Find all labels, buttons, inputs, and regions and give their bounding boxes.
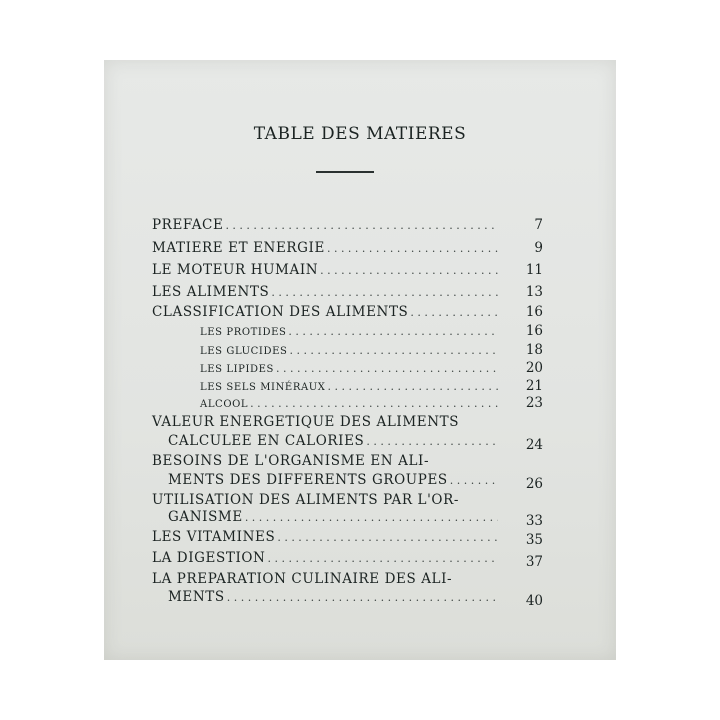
dot-leader [245, 509, 498, 525]
dot-leader [450, 472, 498, 488]
toc-page-number: 18 [525, 342, 543, 358]
toc-entry-label: PREFACE [152, 217, 224, 233]
toc-entry-label: GANISME [168, 509, 243, 525]
toc-entry-label: LES SELS MINÉRAUX [200, 382, 326, 393]
toc-entry-aliments[interactable] [152, 284, 500, 300]
dot-leader [320, 262, 498, 278]
toc-page-number: 21 [525, 378, 543, 394]
toc-entry-utilisation-line-1[interactable] [152, 492, 500, 508]
toc-subentry-glucides[interactable] [200, 344, 500, 357]
toc-entry-digestion[interactable] [152, 550, 500, 566]
toc-entry-preparation-line-2[interactable] [168, 589, 500, 605]
table-of-contents [104, 60, 616, 660]
toc-entry-utilisation-line-2[interactable] [168, 509, 500, 525]
toc-entry-label: CLASSIFICATION DES ALIMENTS [152, 304, 409, 320]
dot-leader [276, 362, 498, 375]
dot-leader [328, 380, 498, 393]
toc-entry-besoins-line-2[interactable] [168, 472, 500, 488]
toc-entry-matiere-energie[interactable] [152, 240, 500, 256]
toc-page-number: 40 [525, 593, 543, 609]
toc-page-number: 37 [525, 554, 543, 570]
toc-entry-label: LES PROTIDES [200, 327, 287, 338]
toc-page-number: 33 [525, 513, 543, 529]
toc-page-number: 26 [525, 476, 543, 492]
toc-page-number: 7 [534, 217, 543, 233]
toc-page-number: 16 [525, 304, 543, 320]
toc-entry-label: CALCULEE EN CALORIES [168, 433, 365, 449]
toc-entry-label: LES VITAMINES [152, 529, 276, 545]
toc-entry-preface[interactable] [152, 217, 500, 233]
toc-subentry-lipides[interactable] [200, 362, 500, 375]
dot-leader [225, 217, 498, 233]
dot-leader [250, 397, 498, 410]
toc-entry-valeur-energetique-line-2[interactable] [168, 433, 500, 449]
toc-entry-label: MENTS DES DIFFERENTS GROUPES [168, 472, 448, 488]
dot-leader [227, 589, 498, 605]
dot-leader [277, 529, 498, 545]
toc-entry-preparation-line-1[interactable] [152, 571, 500, 587]
page-title: TABLE DES MATIERES [253, 124, 467, 144]
toc-page-number: 24 [525, 437, 543, 453]
toc-entry-label: VALEUR ENERGETIQUE DES ALIMENTS [152, 414, 460, 430]
toc-entry-label: LA DIGESTION [152, 550, 266, 566]
toc-entry-label: LES LIPIDES [200, 364, 275, 375]
toc-entry-label: LE MOTEUR HUMAIN [152, 262, 319, 278]
toc-page-number: 16 [525, 323, 543, 339]
toc-page-number: 13 [525, 284, 543, 300]
toc-page-number: 11 [525, 262, 543, 278]
dot-leader [288, 325, 498, 338]
toc-entry-moteur-humain[interactable] [152, 262, 500, 278]
dot-leader [289, 344, 498, 357]
toc-subentry-protides[interactable] [200, 325, 500, 338]
toc-entry-vitamines[interactable] [152, 529, 500, 545]
toc-entry-valeur-energetique-line-1[interactable] [152, 414, 500, 430]
toc-page-number: 35 [525, 532, 543, 548]
dot-leader [410, 304, 498, 320]
toc-page-number: 20 [525, 360, 543, 376]
book-page [104, 60, 616, 660]
toc-entry-label: BESOINS DE L'ORGANISME EN ALI- [152, 453, 430, 469]
toc-subentry-alcool[interactable] [200, 397, 500, 410]
toc-page-number: 9 [534, 240, 543, 256]
toc-page-number: 23 [525, 395, 543, 411]
toc-entry-besoins-line-1[interactable] [152, 453, 500, 469]
toc-entry-label: ALCOOL [200, 399, 249, 410]
toc-entry-label: LES ALIMENTS [152, 284, 270, 300]
toc-subentry-sels-mineraux[interactable] [200, 380, 500, 393]
toc-entry-label: MATIERE ET ENERGIE [152, 240, 325, 256]
toc-entry-classification[interactable] [152, 304, 500, 320]
dot-leader [271, 284, 498, 300]
dot-leader [327, 240, 498, 256]
toc-entry-label: LES GLUCIDES [200, 346, 288, 357]
toc-entry-label: UTILISATION DES ALIMENTS PAR L'OR- [152, 492, 459, 508]
toc-entry-label: LA PREPARATION CULINAIRE DES ALI- [152, 571, 453, 587]
dot-leader [366, 433, 498, 449]
dot-leader [267, 550, 498, 566]
toc-entry-label: MENTS [168, 589, 225, 605]
